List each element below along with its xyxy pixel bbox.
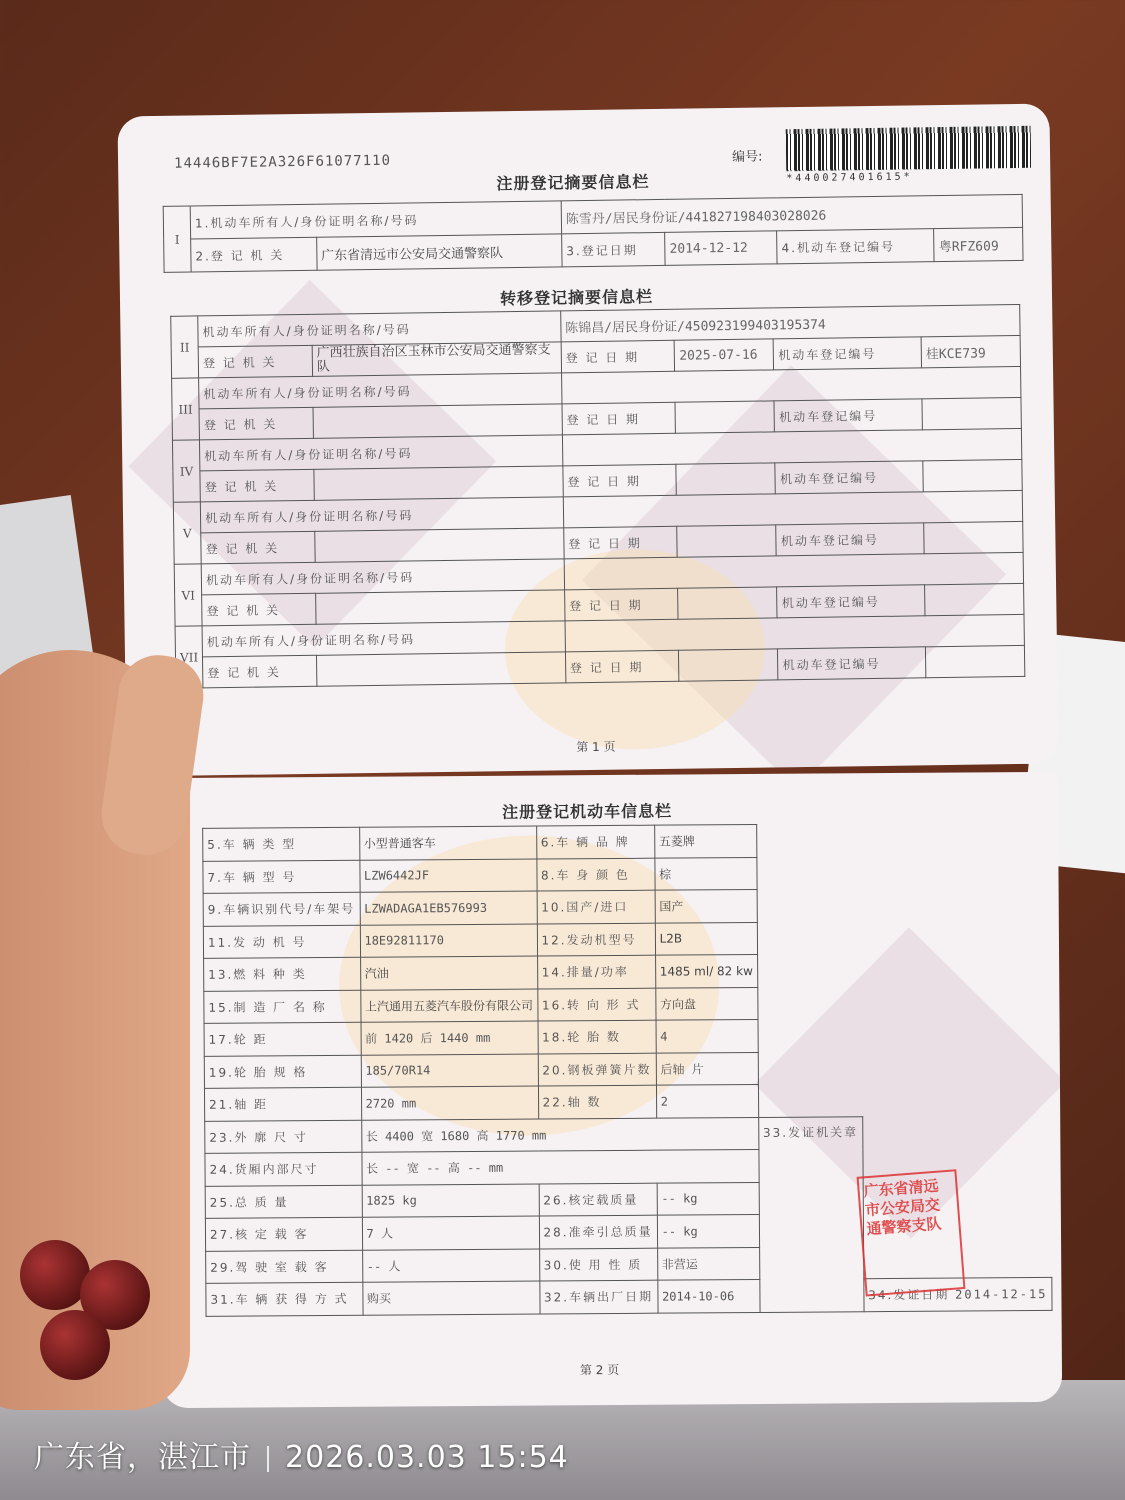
issue-date-value: 2014-12-15 [955,1287,1048,1302]
regno-label: 机动车登记编号 [777,585,925,618]
field-value: 18E92811170 [360,924,537,958]
office-value [313,404,562,438]
field-value: 2014-10-06 [657,1279,759,1312]
date-value [679,649,778,681]
office-label: 登 记 机 关 [203,655,317,688]
regno-value [923,459,1022,491]
date-label: 登 记 日 期 [564,588,678,621]
field-label: 6.车 辆 品 牌 [536,825,654,858]
field-label: 9.车辆识别代号/车架号 [203,892,360,926]
regno-label: 机动车登记编号 [778,647,926,680]
field-label: 8.车 身 颜 色 [536,858,654,891]
field-value: 2 [656,1084,758,1117]
transfer-title: 转移登记摘要信息栏 [499,287,654,309]
date-label: 登 记 日 期 [563,464,677,497]
field-value: -- 人 [362,1248,539,1282]
bead-bracelet [0,1220,180,1380]
office-label: 登 记 机 关 [200,469,314,502]
field-label: 10.国产/进口 [537,890,655,923]
owner-label: 机动车所有人/身份证明名称/号码 [198,311,561,347]
field-value: 前 1420 后 1440 mm [361,1021,538,1055]
roman-numeral: II [171,316,199,378]
field-value: LZWADAGA1EB576993 [360,891,537,925]
field-label: 11.发 动 机 号 [203,925,360,959]
field-label: 28.准牵引总质量 [539,1215,657,1248]
regno-label: 4.机动车登记编号 [777,229,935,264]
office-value: 广西壮族自治区玉林市公安局交通警察支队 [312,342,561,376]
field-value: 购买 [362,1281,539,1315]
regno-label: 机动车登记编号 [774,399,922,432]
owner-label: 机动车所有人/身份证明名称/号码 [201,559,564,595]
field-value: 国产 [655,889,757,922]
certificate-page-1 [117,104,1058,777]
seal-label: 33.发证机关章 [758,1116,863,1312]
roman-numeral: III [172,378,200,440]
vehicle-row [204,1017,1050,1055]
field-label: 5.车 辆 类 型 [203,827,360,861]
field-label: 21.轴 距 [204,1087,361,1121]
field-value: -- kg [657,1182,759,1215]
vehicle-row [204,985,1050,1023]
page-number: 第 2 页 [579,1362,620,1378]
location-text: 广东省，湛江市 [34,1440,251,1475]
vehicle-row [203,920,1049,958]
regno-value: 桂KCE739 [921,335,1020,367]
issue-date-label: 34.发证日期 [868,1287,950,1303]
regno-value [922,397,1021,429]
owner-value: 陈雪丹/居民身份证/441827198403028026 [561,194,1023,233]
vehicle-row [203,887,1049,925]
vehicle-row [205,1115,1051,1153]
barcode [786,126,1032,171]
field-label: 31.车 辆 获 得 方 式 [206,1282,363,1316]
field-value: -- kg [657,1214,759,1247]
field-value: 1825 kg [362,1184,539,1218]
field-label: 25.总 质 量 [205,1185,362,1219]
certificate-page-2 [158,772,1062,1408]
field-value: 小型普通客车 [359,826,536,860]
office-label: 登 记 机 关 [198,345,312,378]
owner-label: 机动车所有人/身份证明名称/号码 [200,497,563,533]
register-table [163,194,1024,273]
vehicle-row [204,1082,1050,1120]
field-value: 4 [656,1019,758,1052]
date-value: 2025-07-16 [675,339,774,371]
field-label: 20.钢板弹簧片数 [538,1053,656,1086]
field-label: 16.转 向 形 式 [537,988,655,1021]
roman-numeral: VII [175,626,203,688]
regno-value: 粤RFZ609 [934,227,1023,261]
office-value [316,652,565,686]
field-label: 14.排量/功率 [537,955,655,988]
regno-value [925,583,1024,615]
office-label: 登 记 机 关 [199,407,313,440]
vehicle-row [204,1050,1050,1088]
office-value [314,466,563,500]
field-label: 23.外 廓 尺 寸 [205,1120,362,1154]
field-value: LZW6442JF [359,859,536,893]
field-label: 29.驾 驶 室 载 客 [206,1250,363,1284]
date-value [676,463,775,495]
roman-numeral: VI [174,564,202,626]
field-value: 汽油 [360,956,537,990]
roman-numeral: IV [172,440,200,502]
office-value: 广东省清远市公安局交通警察队 [316,234,562,270]
field-value: 棕 [654,857,756,890]
field-value: 185/70R14 [361,1054,538,1088]
office-label: 登 记 机 关 [202,593,316,626]
field-value: 上汽通用五菱汽车股份有限公司 [360,989,537,1023]
field-label: 32.车辆出厂日期 [539,1280,657,1313]
field-label: 22.轴 数 [538,1085,656,1118]
field-value: 方向盘 [655,987,757,1020]
roman-numeral: V [173,502,201,564]
field-value: 后轴 片 [656,1052,758,1085]
date-label: 登 记 日 期 [562,402,676,435]
separator [267,1446,269,1472]
field-label: 19.轮 胎 规 格 [204,1055,361,1089]
field-value: 非营运 [657,1247,759,1280]
issuing-authority-seal: 广东省清远市公安局交通警察支队 [857,1169,966,1296]
vehicle-row [203,822,1049,860]
regno-label: 机动车登记编号 [775,461,923,494]
field-label: 12.发动机型号 [537,923,655,956]
vehicle-row [203,855,1049,893]
date-label: 登 记 日 期 [564,526,678,559]
roman-numeral: I [163,206,191,272]
field-value: 五菱牌 [654,824,756,857]
office-label: 2.登 记 机 关 [191,237,317,272]
field-value: L2B [655,922,757,955]
owner-label: 机动车所有人/身份证明名称/号码 [200,435,563,471]
date-value [678,587,777,619]
field-value: 2720 mm [361,1086,538,1120]
field-label: 24.货厢内部尺寸 [205,1152,362,1186]
regno-label: 机动车登记编号 [776,523,924,556]
date-value [677,525,776,557]
photo-location-timestamp [34,1432,569,1476]
field-value: 1485 ml/ 82 kw [655,954,757,987]
date-value: 2014-12-12 [665,231,777,266]
field-value: 7 人 [362,1216,539,1250]
field-label: 7.车 辆 型 号 [203,860,360,894]
date-label: 登 记 日 期 [565,650,679,683]
office-value [315,528,564,562]
field-label: 17.轮 距 [204,1022,361,1056]
barcode-text: *440027401615* [786,171,913,185]
field-label: 15.制 造 厂 名 称 [204,990,361,1024]
field-label: 18.轮 胎 数 [538,1020,656,1053]
field-value: 长 4400 宽 1680 高 1770 mm [361,1117,758,1152]
office-label: 登 记 机 关 [201,531,315,564]
date-value [675,401,774,433]
owner-label: 1.机动车所有人/身份证明名称/号码 [190,201,561,239]
regno-value [925,645,1024,677]
owner-value: 陈锦昌/居民身份证/450923199403195374 [561,304,1021,341]
owner-label: 机动车所有人/身份证明名称/号码 [202,621,565,657]
owner-label: 机动车所有人/身份证明名称/号码 [199,373,562,409]
vehicle-info-title: 注册登记机动车信息栏 [501,801,673,822]
serial-number: 14446BF7E2A326F61077110 [173,152,392,172]
field-label: 27.核 定 载 客 [205,1217,362,1251]
field-label: 30.使 用 性 质 [539,1248,657,1281]
field-value: 长 -- 宽 -- 高 -- mm [361,1149,758,1184]
transfer-table [170,304,1025,689]
vehicle-row [204,952,1050,990]
date-label: 登 记 日 期 [561,340,675,373]
regno-value [924,521,1023,553]
field-label: 13.燃 料 种 类 [204,957,361,991]
office-value [315,590,564,624]
field-label: 26.核定载质量 [539,1183,657,1216]
page-number: 第 1 页 [576,739,616,755]
date-label: 3.登记日期 [562,232,666,266]
number-label: 编号: [731,149,763,165]
regno-label: 机动车登记编号 [774,337,922,370]
register-title: 注册登记摘要信息栏 [496,172,650,194]
datetime-text: 2026.03.03 15:54 [285,1440,569,1475]
